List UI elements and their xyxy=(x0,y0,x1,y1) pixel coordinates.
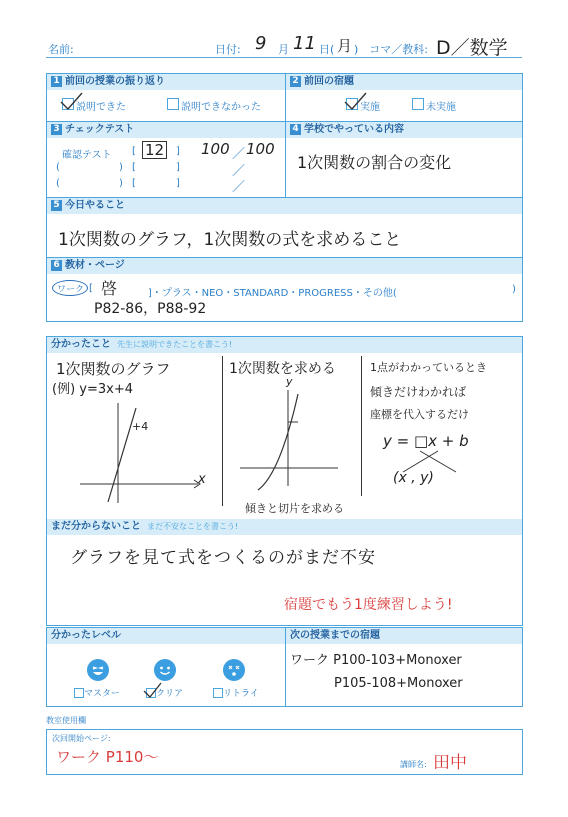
understood-title: 分かったこと xyxy=(51,339,111,350)
homework-header xyxy=(286,628,522,644)
section2-title: 前回の宿題 xyxy=(304,76,354,87)
s2-option-done: 実施 xyxy=(360,102,380,113)
s6-workbook-label: ワーク xyxy=(57,285,85,295)
not-understood-content[interactable]: グラフを見て式をつくるのがまだ不安 xyxy=(70,548,376,568)
level-option-clear: クリア xyxy=(156,689,184,699)
s3-test-label: 確認テスト xyxy=(62,150,112,161)
s1-checkbox-not-explained[interactable] xyxy=(167,98,179,110)
month-value[interactable]: 9 xyxy=(255,33,267,54)
next-page-value[interactable]: ワーク P110～ xyxy=(56,748,159,766)
s3-bracket-close-1: ] xyxy=(176,146,180,157)
teacher-name-value[interactable]: 田中 xyxy=(433,753,467,773)
understood-col3-equation: y = □x + b xyxy=(383,432,469,450)
understood-col1-plus4: +4 xyxy=(132,420,149,433)
section6-header xyxy=(47,258,522,274)
understood-col3-line3: 座標を代入するだけ xyxy=(370,408,469,421)
s3-row2-bracket-open: [ xyxy=(132,162,136,173)
section2-number: 2 xyxy=(290,76,301,87)
teacher-name-label: 講師名: xyxy=(400,760,427,769)
s3-row3-paren-close: ) xyxy=(119,178,123,189)
level-title: 分かったレベル xyxy=(51,630,121,641)
section5-number: 5 xyxy=(51,200,62,211)
s3-row3-bracket-open: [ xyxy=(132,178,136,189)
s6-bracket-open: [ xyxy=(89,283,93,294)
master-face-icon[interactable] xyxy=(87,659,109,681)
understood-col1-line2: (例) y=3x+4 xyxy=(52,382,133,397)
understood-col2-caption: 傾きと切片を求める xyxy=(245,502,344,515)
s3-row2-paren-open: ( xyxy=(56,162,60,173)
not-understood-header xyxy=(47,519,522,535)
s5-content[interactable]: 1次関数のグラフ，1次関数の式を求めること xyxy=(58,230,402,250)
day-label: 日( xyxy=(319,43,335,56)
koma-label: ) コマ／教科: xyxy=(354,43,428,56)
s1-option-not-explained: 説明できなかった xyxy=(181,102,261,113)
understood-col2-line1: 1次関数を求める xyxy=(229,361,336,377)
s3-slash-1: ／ xyxy=(232,147,246,162)
teacher-note: 宿題でもう1度練習しよう! xyxy=(284,597,453,613)
col1-graph-sketch xyxy=(78,398,210,508)
s3-row2-slash: ／ xyxy=(232,164,246,179)
s3-row3-slash: ／ xyxy=(232,180,246,195)
s2-option-not-done: 未実施 xyxy=(426,102,456,113)
understood-col2-y-axis: y xyxy=(286,375,293,388)
next-page-label: 次回開始ページ: xyxy=(52,734,111,743)
s3-bracket-open-1: [ xyxy=(132,146,136,157)
level-checkbox-retry[interactable] xyxy=(213,688,223,698)
day-value[interactable]: 11 xyxy=(293,33,316,54)
section1-header xyxy=(47,74,285,90)
s6-options: ]・プラス・NEO・STANDARD・PROGRESS・その他( xyxy=(148,288,397,299)
s2-checkbox-not-done[interactable] xyxy=(412,98,424,110)
section6-title: 教材・ページ xyxy=(65,260,125,271)
retry-face-icon[interactable] xyxy=(223,659,245,681)
weekday-value[interactable]: 月 xyxy=(337,37,353,55)
section1-number: 1 xyxy=(51,76,62,87)
not-understood-title: まだ分からないこと xyxy=(51,521,141,532)
level-option-master: マスター xyxy=(84,689,121,699)
section3-title: チェックテスト xyxy=(65,124,135,135)
s6-options-close: ) xyxy=(512,284,516,295)
homework-line2[interactable]: P105-108+Monoxer xyxy=(334,676,463,691)
level-option-retry: リトライ xyxy=(223,689,259,699)
section4-header xyxy=(286,122,522,138)
understood-col1-x-axis: x xyxy=(198,472,206,487)
s6-written-name[interactable]: 啓 xyxy=(101,279,118,298)
date-label: 日付: xyxy=(215,43,241,56)
section5-title: 今日やること xyxy=(65,200,125,211)
s6-pages[interactable]: P82-86，P88-92 xyxy=(94,301,207,317)
level-checkbox-master[interactable] xyxy=(74,688,84,698)
understood-subtitle: 先生に説明できたことを書こう! xyxy=(117,340,233,349)
section2-header xyxy=(286,74,522,90)
homework-title: 次の授業までの宿題 xyxy=(290,630,380,641)
understood-col3-pair: (x , y) xyxy=(393,470,434,486)
section4-number: 4 xyxy=(290,124,301,135)
section5-header xyxy=(47,198,522,214)
level-header xyxy=(47,628,285,644)
col2-graph-sketch xyxy=(238,386,348,496)
s4-content[interactable]: 1次関数の割合の変化 xyxy=(297,153,452,172)
understood-divider-1 xyxy=(222,356,223,506)
homework-line1[interactable]: ワーク P100-103+Monoxer xyxy=(290,653,462,668)
not-understood-subtitle: まだ不安なことを書こう! xyxy=(147,522,239,531)
understood-col1-line1: 1次関数のグラフ xyxy=(56,360,171,378)
understood-col3-line1: 1点がわかっているとき xyxy=(370,361,487,374)
s3-test-total[interactable]: 100 xyxy=(246,140,275,158)
understood-header xyxy=(47,337,522,353)
section6-number: 6 xyxy=(51,260,62,271)
subject-value[interactable]: D／数学 xyxy=(436,37,508,59)
room-use-label: 教室使用欄 xyxy=(46,716,86,725)
s1-option-explained: 説明できた xyxy=(76,102,126,113)
s3-row3-bracket-close: ] xyxy=(176,178,180,189)
section1-title: 前回の授業の振り返り xyxy=(65,76,165,87)
clear-face-icon[interactable] xyxy=(154,659,176,681)
s3-row2-bracket-close: ] xyxy=(176,162,180,173)
s3-row2-paren-close: ) xyxy=(119,162,123,173)
s3-test-score[interactable]: 100 xyxy=(201,140,230,158)
section3-number: 3 xyxy=(51,124,62,135)
section3-header xyxy=(47,122,285,138)
header-underline xyxy=(46,57,522,58)
name-label: 名前: xyxy=(48,43,74,56)
month-label: 月 xyxy=(278,43,289,56)
s3-row3-paren-open: ( xyxy=(56,178,60,189)
section4-title: 学校でやっている内容 xyxy=(304,124,404,135)
understood-divider-2 xyxy=(361,356,362,496)
understood-col3-line2: 傾きだけわかれば xyxy=(370,385,467,399)
s3-test-number[interactable]: 12 xyxy=(142,141,167,159)
